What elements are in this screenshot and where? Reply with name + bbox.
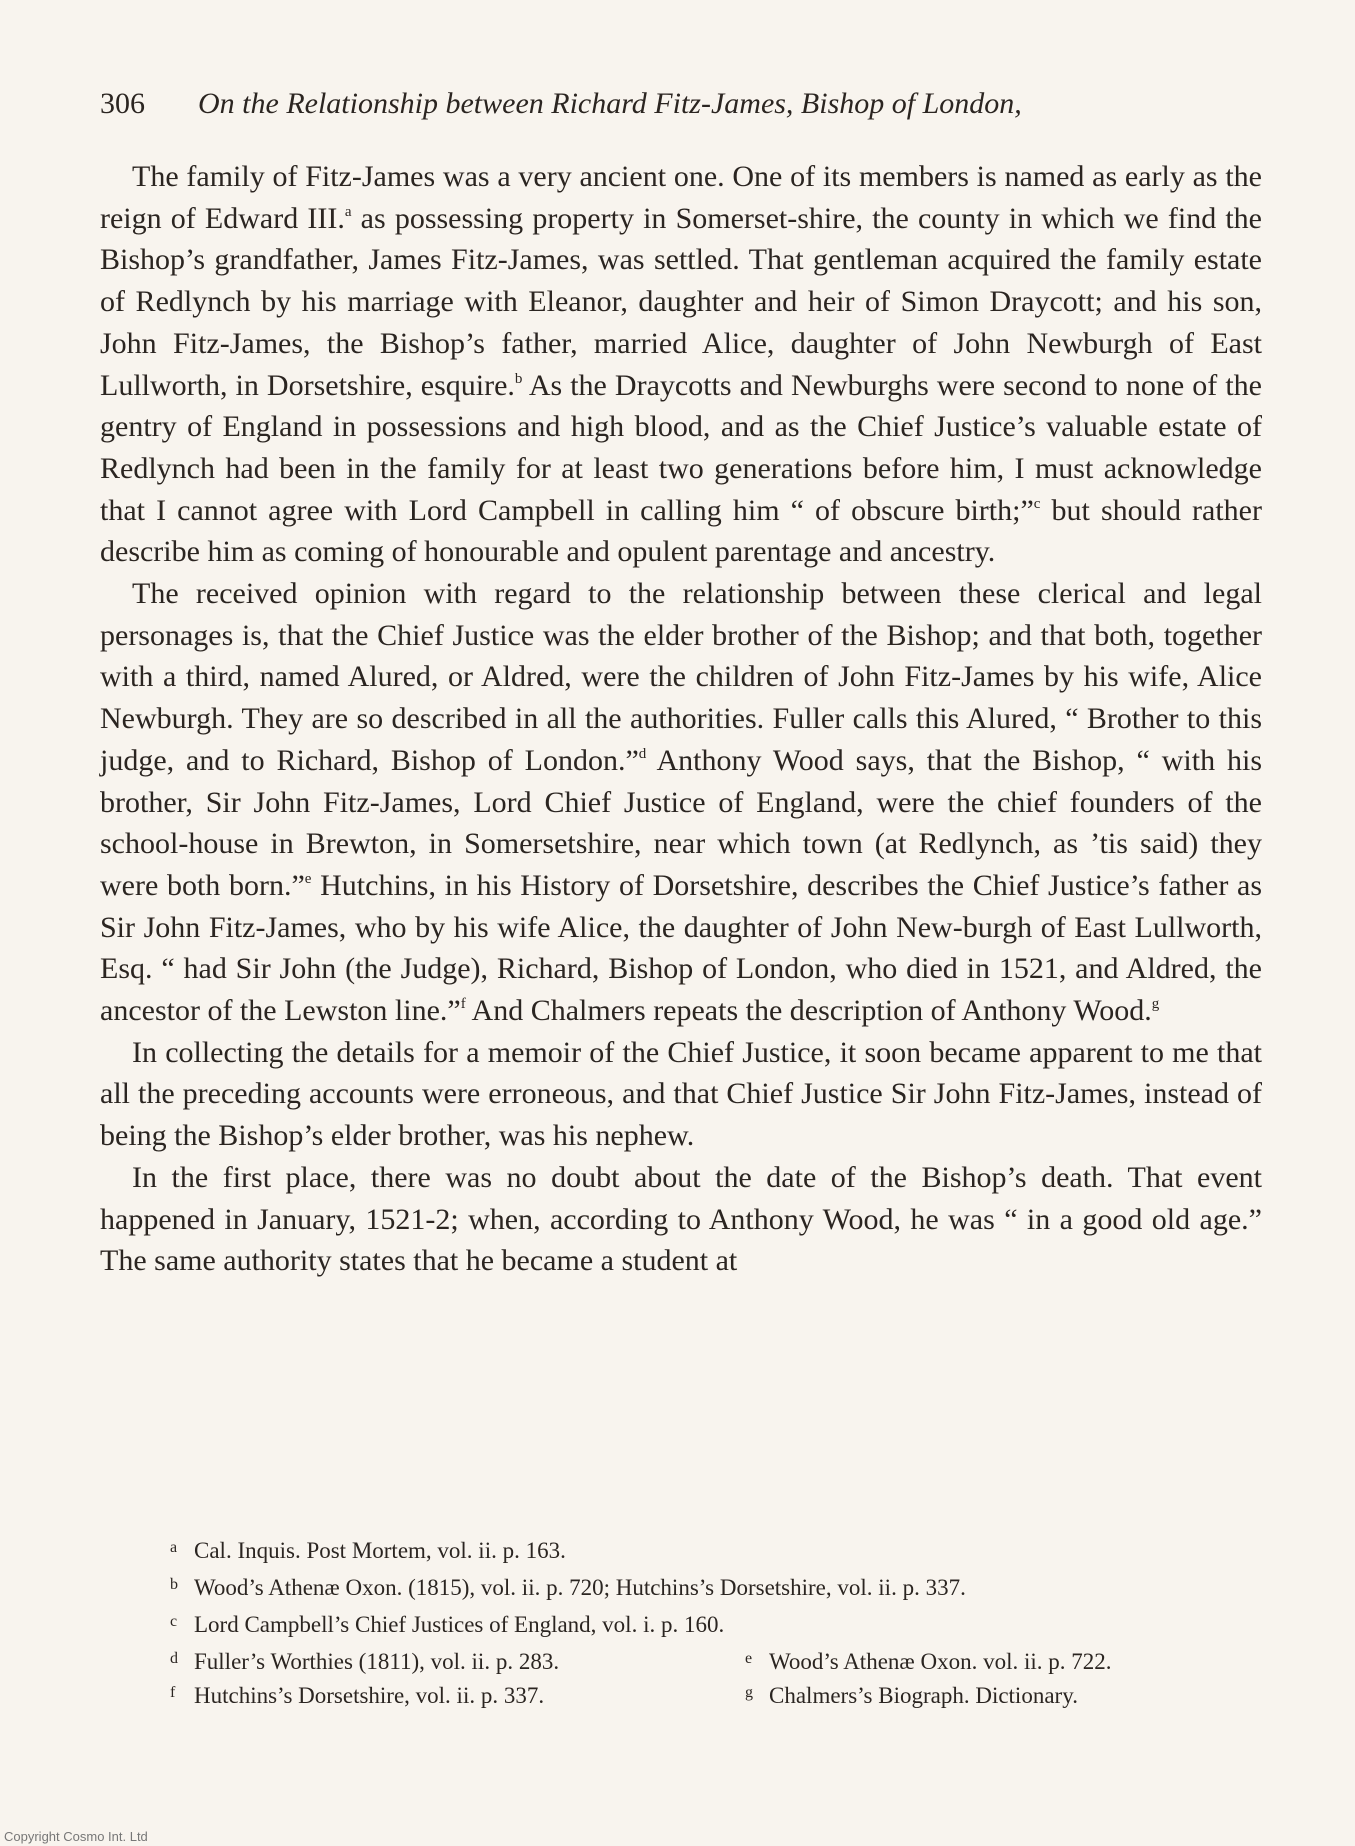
running-title: On the Relationship between Richard Fitz-James, Bishop of London,	[198, 87, 1022, 120]
footnote-reference: g	[1151, 996, 1160, 1013]
footnote-mark: d	[170, 1650, 178, 1667]
page-number: 306	[100, 87, 145, 120]
footnote-mark: e	[745, 1650, 753, 1667]
footnote-g	[745, 1676, 1078, 1713]
footnote-f	[170, 1676, 544, 1713]
footnote-mark: c	[170, 1613, 178, 1630]
paragraph-text: Anthony Wood says, that the Bishop, “ with his brother, Sir John Fitz-James, Lord Chief Justice of England, were the chief founders of the school-house in Brewton, in Somersetshire, near which town (at Redlynch, as ’tis said) they were both born.”	[100, 743, 1263, 902]
footnote-mark: a	[170, 1539, 178, 1556]
paragraph-text: as possessing property in Somerset-shire, the county in which we find the Bishop’s grandfather, James Fitz-James, was settled. That gentleman acquired the family estate of Redlynch by his marriage with Eleanor, daughter and heir of Simon Draycott; and his son, John Fitz-James, the Bishop’s father, married Alice, daughter of John Newburgh of East Lullworth, in Dorsetshire, esquire.	[100, 201, 1263, 402]
footnote-reference: d	[638, 745, 647, 762]
footnote-reference: f	[460, 996, 466, 1013]
footnote-row-f-g	[170, 1676, 1190, 1710]
paragraph-text: As the Draycotts and Newburghs were second to none of the gentry of England in possessions and high blood, and as the Chief Justice’s valuable estate of Redlynch had been in the family for at least two generations before him, I must acknowledge that I cannot agree with Lord Campbell in calling him “ of obscure birth;”	[100, 368, 1262, 527]
footnote-mark: b	[170, 1576, 178, 1593]
footnote-d	[170, 1642, 559, 1679]
footnote-row-d-e	[170, 1642, 1190, 1676]
paragraph	[100, 1157, 1262, 1282]
paragraph-text: The received opinion with regard to the relationship between these clerical and legal personages is, that the Chief Justice was the elder brother of the Bishop; and that both, together with a third, named Alured, or Aldred, were the children of John Fitz-James by his wife, Alice Newburgh. They are so described in all the authorities. Fuller calls this Alured, “ Brother to this judge, and to Richard, Bishop of London.”	[100, 577, 1262, 777]
footnote-reference: b	[514, 370, 523, 387]
footnote-text: Chalmers’s Biograph. Dictionary.	[769, 1683, 1078, 1708]
paragraph-text: And Chalmers repeats the description of Anthony Wood.	[465, 994, 1152, 1028]
paragraph	[100, 156, 1262, 573]
footnote-text: Wood’s Athenæ Oxon. vol. ii. p. 722.	[769, 1649, 1112, 1674]
paragraph-text: In collecting the details for a memoir of the Chief Justice, it soon became apparent to me that all the preceding accounts were erroneous, and that Chief Justice Sir John Fitz-James, instead of being the Bishop’s elder brother, was his nephew.	[100, 1035, 1262, 1153]
paragraph	[100, 573, 1262, 1032]
paragraph-text: Hutchins, in his History of Dorsetshire, describes the Chief Justice’s father as Sir John Fitz-James, who by his wife Alice, the daughter of John New-burgh of East Lullworth, Esq. “ had Sir John (the Judge), Richard, Bishop of London, who died in 1521, and Aldred, the ancestor of the Lewston line.”	[100, 868, 1262, 1028]
footnote-reference: a	[344, 203, 352, 220]
paragraph-text: but should rather describe him as coming of honourable and opulent parentage and ancestry.	[100, 493, 1262, 569]
footnote-c	[170, 1605, 1190, 1642]
footnote-reference: e	[304, 870, 312, 887]
paragraph-text: In the first place, there was no doubt about the date of the Bishop’s death. That event happened in January, 1521-2; when, according to Anthony Wood, he was “ in a good old age.” The same authority states that he became a student at	[100, 1160, 1262, 1278]
footnotes	[170, 1531, 1190, 1710]
footnote-text: Lord Campbell’s Chief Justices of England, vol. i. p. 160.	[194, 1612, 725, 1637]
footnote-text: Wood’s Athenæ Oxon. (1815), vol. ii. p. 720; Hutchins’s Dorsetshire, vol. ii. p. 337.	[194, 1575, 966, 1600]
footnote-mark: g	[745, 1684, 753, 1701]
footnote-e	[745, 1642, 1112, 1679]
footnote-a	[170, 1531, 1190, 1568]
footnote-text: Hutchins’s Dorsetshire, vol. ii. p. 337.	[194, 1683, 545, 1708]
copyright-watermark: Copyright Cosmo Int. Ltd	[4, 1829, 148, 1844]
footnote-mark: f	[170, 1684, 176, 1701]
paragraph	[100, 1032, 1262, 1157]
page-header	[100, 84, 1265, 124]
footnote-reference: c	[1033, 495, 1041, 512]
footnote-text: Cal. Inquis. Post Mortem, vol. ii. p. 163.	[194, 1538, 566, 1563]
footnote-text: Fuller’s Worthies (1811), vol. ii. p. 283.	[194, 1649, 560, 1674]
footnote-b	[170, 1568, 1190, 1605]
body-text	[100, 156, 1262, 1282]
paragraph-text: The family of Fitz-James was a very ancient one. One of its members is named as early as the reign of Edward III.	[100, 160, 1262, 235]
